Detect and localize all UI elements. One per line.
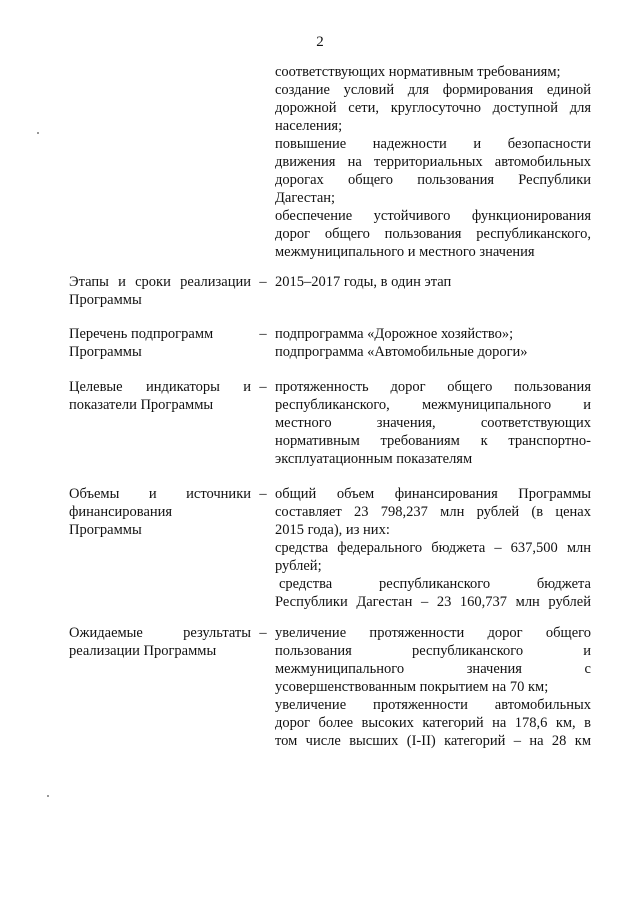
row-dash: –: [259, 625, 267, 641]
value-line: нормативным требованиям к транспортно-: [275, 433, 591, 449]
text-line: создание условий для формирования единой: [275, 82, 591, 98]
value-line: межмуниципального значения с: [275, 661, 591, 677]
text-line: населения;: [275, 118, 343, 134]
value-line: местного значения, соответствующих: [275, 415, 591, 431]
value-line: протяженность дорог общего пользования: [275, 379, 591, 395]
value-line: Республики Дагестан – 23 160,737 млн рублей: [275, 594, 591, 610]
label-line: Программы: [69, 344, 142, 360]
value-line: усовершенствованным покрытием на 70 км;: [275, 679, 549, 695]
value-line: пользования республиканского и: [275, 643, 591, 659]
row-dash: –: [259, 274, 267, 290]
text-line: движения на территориальных автомобильных: [275, 154, 591, 170]
text-line: Дагестан;: [275, 190, 336, 206]
value-line: дорог более высоких категорий на 178,6 км, в: [275, 715, 591, 731]
text-line: межмуниципального и местного значения: [275, 244, 535, 260]
value-line: 2015–2017 годы, в один этап: [275, 274, 452, 290]
row-dash: –: [259, 486, 267, 502]
value-line: республиканского, межмуниципального и: [275, 397, 591, 413]
label-line: Перечень подпрограмм: [69, 326, 214, 342]
label-line: реализации Программы: [69, 643, 217, 659]
value-line: составляет 23 798,237 млн рублей (в ценах: [275, 504, 591, 520]
row-label: [69, 273, 251, 309]
label-line: Ожидаемые результаты: [69, 625, 251, 641]
label-line: Целевые индикаторы и: [69, 379, 251, 395]
page-number: 2: [316, 34, 324, 50]
row-label: [69, 378, 251, 414]
label-line: Этапы и сроки реализации: [69, 274, 251, 290]
value-line: 2015 года), из них:: [275, 522, 390, 538]
value-line: том числе высших (I-II) категорий – на 28 км: [275, 733, 591, 749]
value-line: увеличение протяженности дорог общего: [275, 625, 591, 641]
row-value: [275, 325, 591, 361]
row-label: [69, 485, 251, 539]
row-value: [275, 273, 591, 291]
value-line: увеличение протяженности автомобильных: [275, 697, 591, 713]
row-dash: –: [259, 379, 267, 395]
text-line: дорожной сети, круглосуточно доступной для: [275, 100, 591, 116]
scan-speck: [47, 795, 49, 797]
text-line: соответствующих нормативным требованиям;: [275, 64, 561, 80]
text-line: обеспечение устойчивого функционирования: [275, 208, 591, 224]
text-line: дорогах общего пользования Республики: [275, 172, 591, 188]
label-line: Объемы и источники: [69, 486, 251, 502]
label-line: финансирования: [69, 504, 173, 520]
value-line: подпрограмма «Автомобильные дороги»: [275, 344, 528, 360]
value-line: общий объем финансирования Программы: [275, 486, 591, 502]
value-line: подпрограмма «Дорожное хозяйство»;: [275, 326, 514, 342]
row-value: [275, 485, 591, 611]
scan-speck: [37, 132, 39, 134]
row-dash: –: [259, 326, 267, 342]
value-line: эксплуатационным показателям: [275, 451, 473, 467]
row-value: [275, 378, 591, 468]
label-line: Программы: [69, 292, 142, 308]
value-line: средства федерального бюджета – 637,500 млн: [275, 540, 591, 556]
text-line: повышение надежности и безопасности: [275, 136, 591, 152]
label-line: показатели Программы: [69, 397, 214, 413]
row-label: [69, 325, 251, 361]
label-line: Программы: [69, 522, 142, 538]
value-line: рублей;: [275, 558, 322, 574]
row-label: [69, 624, 251, 660]
intro-continuation: [275, 63, 591, 261]
row-value: [275, 624, 591, 750]
value-line: средства республиканского бюджета: [279, 576, 591, 592]
text-line: дорог общего пользования республиканского,: [275, 226, 591, 242]
